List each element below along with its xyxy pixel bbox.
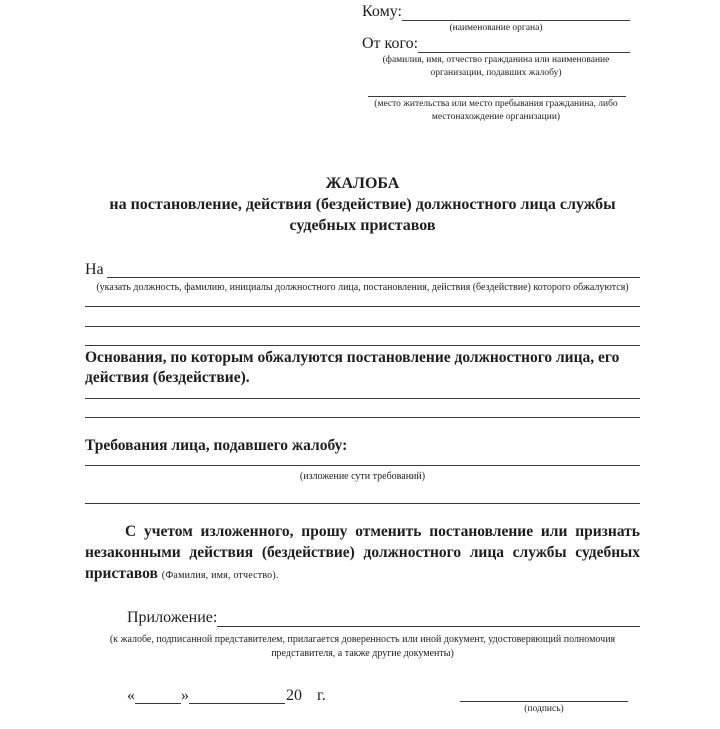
from-caption-line2: организации, подавших жалобу)	[430, 68, 562, 78]
blank-line	[85, 417, 640, 418]
closing-paragraph	[85, 521, 640, 586]
document-title: ЖАЛОБА	[325, 175, 400, 192]
signature-line	[460, 687, 628, 702]
signature-caption: (подпись)	[524, 704, 564, 714]
document-subtitle-line2: судебных приставов	[289, 217, 436, 234]
signature-field	[460, 687, 628, 714]
on-caption: (указать должность, фамилию, инициалы должностного лица, постановления, действия (бездействие) которого обжалуются)	[96, 282, 629, 293]
demands-caption: (изложение сути требований)	[299, 471, 426, 482]
address-caption-line2: местонахождение организации)	[431, 112, 561, 122]
blank-line	[85, 345, 640, 346]
date-day-fill-line	[135, 688, 181, 704]
blank-line	[85, 326, 640, 327]
attachment-caption	[85, 633, 640, 661]
closing-text: С учетом изложенного, прошу отменить постановление или признать незаконными действия (бездействие) должностного лица службы судебных приставов	[85, 523, 640, 582]
attachment-fill-line	[217, 611, 640, 627]
date-field	[127, 687, 326, 704]
blank-line	[85, 306, 640, 307]
address-caption-line1: (место жительства или место пребывания гражданина, либо	[374, 99, 618, 109]
on-label: На	[85, 261, 104, 278]
title-block	[85, 173, 640, 236]
on-field-row	[85, 261, 640, 278]
blank-line	[85, 398, 640, 399]
to-caption: (наименование органа)	[449, 23, 543, 33]
attachment-field-row	[127, 609, 640, 627]
document-body	[85, 0, 640, 729]
year-prefix: 20	[286, 687, 302, 704]
blank-line	[85, 503, 640, 504]
to-label: Кому:	[362, 3, 402, 20]
closing-note: (Фамилия, имя, отчество).	[161, 570, 279, 581]
close-quote: »	[181, 687, 189, 704]
grounds-heading: Основания, по которым обжалуются постановление должностного лица, его действия (бездействие).	[85, 349, 620, 386]
document-subtitle-line1: на постановление, действия (бездействие) должностного лица службы	[109, 196, 616, 213]
demands-heading: Требования лица, подавшего жалобу:	[85, 437, 348, 454]
on-fill-line	[107, 262, 640, 278]
year-suffix: г.	[317, 687, 326, 704]
from-label: От кого:	[362, 35, 419, 52]
attachment-caption-line1: (к жалобе, подписанной представителем, прилагается доверенность или иной документ, удостоверяющий полномочия	[109, 634, 616, 645]
attachment-label: Приложение:	[127, 609, 218, 626]
date-month-fill-line	[189, 688, 285, 704]
from-caption-line1: (фамилия, имя, отчество гражданина или наименование	[382, 55, 610, 65]
attachment-caption-line2: представителя, а также другие документы)	[271, 648, 454, 659]
blank-line	[85, 465, 640, 466]
open-quote: «	[127, 687, 135, 704]
